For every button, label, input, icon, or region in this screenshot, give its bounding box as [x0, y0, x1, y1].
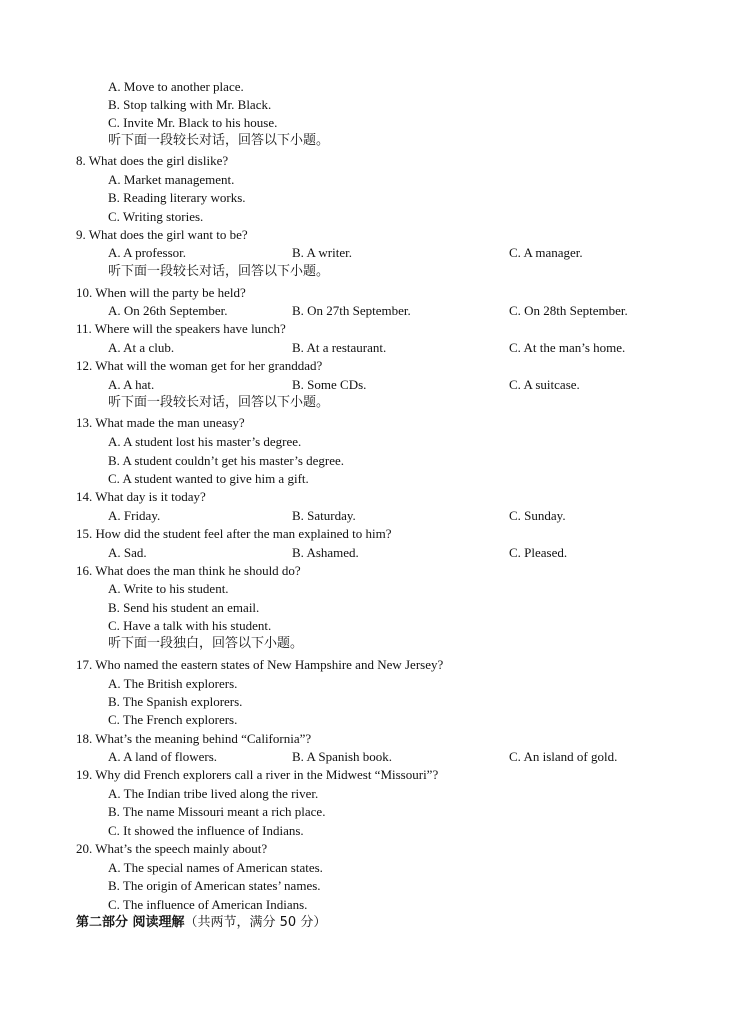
option-a-or-list-option: A. Write to his student.	[108, 581, 229, 596]
option-a-or-list-option: A. A student lost his master’s degree.	[108, 434, 302, 449]
option-a-or-list-option: A. Move to another place.	[108, 79, 244, 94]
question-text: 18. What’s the meaning behind “California”?	[76, 731, 312, 746]
question-text: 16. What does the man think he should do?	[76, 563, 301, 578]
option-a-or-list-option: B. Reading literary works.	[108, 190, 246, 205]
option-c: C. On 28th September.	[509, 303, 628, 318]
option-b: B. On 27th September.	[292, 303, 411, 318]
option-a-or-list-option: C. It showed the influence of Indians.	[108, 823, 304, 838]
option-a-or-list-option: B. The Spanish explorers.	[108, 694, 243, 709]
option-a-or-list-option: C. The influence of American Indians.	[108, 897, 308, 912]
option-c: C. A suitcase.	[509, 377, 580, 392]
question-text: 15. How did the student feel after the man explained to him?	[76, 526, 392, 541]
part-two-heading	[76, 915, 326, 931]
option-a-or-list-option: C. Have a talk with his student.	[108, 618, 272, 633]
part-two-title: 第二部分 阅读理解	[76, 915, 185, 930]
option-a-or-list-option: C. The French explorers.	[108, 712, 238, 727]
option-c: C. Pleased.	[509, 545, 568, 560]
section-instruction: 听下面一段较长对话，回答以下小题。	[108, 133, 330, 148]
option-a-or-list-option: B. A student couldn’t get his master’s degree.	[108, 453, 345, 468]
option-a-or-list-option: A. The Indian tribe lived along the river.	[108, 786, 319, 801]
option-a-or-list-option: B. Stop talking with Mr. Black.	[108, 97, 272, 112]
question-text: 13. What made the man uneasy?	[76, 415, 245, 430]
option-a-or-list-option: A. Sad.	[108, 545, 147, 560]
question-text: 14. What day is it today?	[76, 489, 206, 504]
option-b: B. Saturday.	[292, 508, 356, 523]
option-a-or-list-option: A. The special names of American states.	[108, 860, 323, 875]
section-instruction: 听下面一段独白，回答以下小题。	[108, 636, 304, 651]
option-c: C. Sunday.	[509, 508, 566, 523]
option-a-or-list-option: C. Writing stories.	[108, 209, 204, 224]
option-a-or-list-option: A. A hat.	[108, 377, 155, 392]
option-a-or-list-option: C. A student wanted to give him a gift.	[108, 471, 309, 486]
option-b: B. A Spanish book.	[292, 749, 393, 764]
section-instruction: 听下面一段较长对话，回答以下小题。	[108, 264, 330, 279]
option-b: B. Ashamed.	[292, 545, 359, 560]
option-c: C. At the man’s home.	[509, 340, 626, 355]
option-a-or-list-option: A. Market management.	[108, 172, 235, 187]
question-text: 17. Who named the eastern states of New Hampshire and New Jersey?	[76, 657, 444, 672]
question-text: 8. What does the girl dislike?	[76, 153, 229, 168]
section-instruction: 听下面一段较长对话，回答以下小题。	[108, 395, 330, 410]
option-c: C. An island of gold.	[509, 749, 618, 764]
question-text: 20. What’s the speech mainly about?	[76, 841, 268, 856]
option-a-or-list-option: C. Invite Mr. Black to his house.	[108, 115, 278, 130]
question-text: 12. What will the woman get for her granddad?	[76, 358, 323, 373]
option-b: B. A writer.	[292, 245, 352, 260]
question-text: 11. Where will the speakers have lunch?	[76, 321, 286, 336]
question-text: 10. When will the party be held?	[76, 285, 246, 300]
part-two-score-note: （共两节，满分 50 分）	[184, 915, 327, 930]
option-c: C. A manager.	[509, 245, 583, 260]
question-text: 19. Why did French explorers call a river in the Midwest “Missouri”?	[76, 767, 439, 782]
option-a-or-list-option: A. On 26th September.	[108, 303, 228, 318]
option-b: B. Some CDs.	[292, 377, 367, 392]
option-a-or-list-option: A. The British explorers.	[108, 676, 238, 691]
option-a-or-list-option: A. At a club.	[108, 340, 175, 355]
option-a-or-list-option: B. The name Missouri meant a rich place.	[108, 804, 326, 819]
option-a-or-list-option: A. A land of flowers.	[108, 749, 218, 764]
option-a-or-list-option: A. Friday.	[108, 508, 161, 523]
option-b: B. At a restaurant.	[292, 340, 387, 355]
option-a-or-list-option: A. A professor.	[108, 245, 186, 260]
option-a-or-list-option: B. The origin of American states’ names.	[108, 878, 321, 893]
option-a-or-list-option: B. Send his student an email.	[108, 600, 260, 615]
question-text: 9. What does the girl want to be?	[76, 227, 248, 242]
